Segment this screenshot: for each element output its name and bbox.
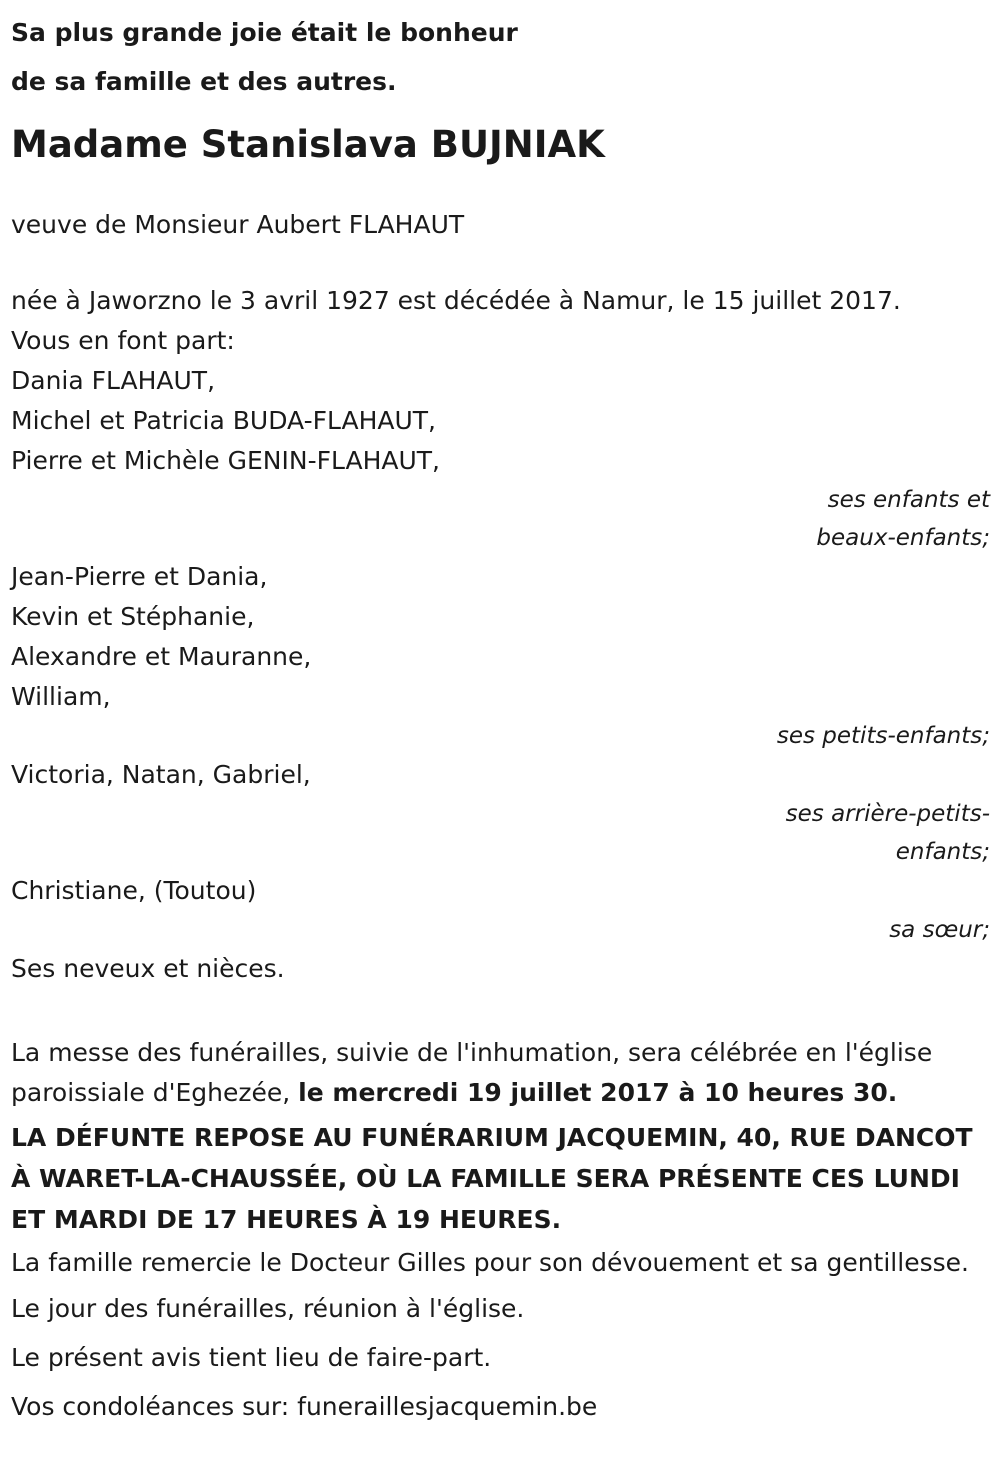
motto-line-2: de sa famille et des autres. <box>11 67 397 96</box>
mass-date: le mercredi 19 juillet 2017 à 10 heures 30. <box>298 1078 898 1107</box>
notice-note: Le présent avis tient lieu de faire-part. <box>11 1343 492 1372</box>
birth-death-line: née à Jaworzno le 3 avril 1927 est décédée à Namur, le 15 juillet 2017. <box>11 286 901 315</box>
child-name: Dania FLAHAUT, <box>11 366 216 395</box>
thanks-note: La famille remercie le Docteur Gilles pour son dévouement et sa gentillesse. <box>11 1248 969 1277</box>
grandchild-name: Jean-Pierre et Dania, <box>11 562 268 591</box>
announcement-intro: Vous en font part: <box>11 326 235 355</box>
funeral-mass-info <box>11 1033 990 1113</box>
sister-relation: sa sœur; <box>889 917 990 943</box>
deceased-name: Madame Stanislava BUJNIAK <box>11 123 605 166</box>
grandchild-name: Kevin et Stéphanie, <box>11 602 255 631</box>
meeting-note: Le jour des funérailles, réunion à l'église. <box>11 1294 525 1323</box>
child-name: Pierre et Michèle GENIN-FLAHAUT, <box>11 446 441 475</box>
great-grandchildren-relation-1: ses arrière-petits- <box>785 801 990 827</box>
child-name: Michel et Patricia BUDA-FLAHAUT, <box>11 406 436 435</box>
widow-of: veuve de Monsieur Aubert FLAHAUT <box>11 210 465 239</box>
great-grandchildren-names: Victoria, Natan, Gabriel, <box>11 760 311 789</box>
motto-line-1: Sa plus grande joie était le bonheur <box>11 18 518 47</box>
grandchild-name: William, <box>11 682 111 711</box>
sister-name: Christiane, (Toutou) <box>11 876 257 905</box>
children-relation-1: ses enfants et <box>827 487 990 513</box>
grandchild-name: Alexandre et Mauranne, <box>11 642 312 671</box>
grandchildren-relation: ses petits-enfants; <box>776 723 990 749</box>
repose-info: LA DÉFUNTE REPOSE AU FUNÉRARIUM JACQUEMIN, 40, RUE DANCOT À WARET-LA-CHAUSSÉE, OÙ LA FAMILLE SERA PRÉSENTE CES LUNDI ET MARDI DE 17 HEURES À 19 HEURES. <box>11 1123 973 1234</box>
condolences-note: Vos condoléances sur: funeraillesjacquemin.be <box>11 1392 598 1421</box>
great-grandchildren-relation-2: enfants; <box>895 839 990 865</box>
family-announcement <box>11 321 990 989</box>
motto <box>11 0 990 106</box>
children-relation-2: beaux-enfants; <box>816 525 990 551</box>
mass-text: La messe des funérailles, suivie de l'inhumation, sera célébrée en l'église paroissiale d'Eghezée, <box>11 1038 933 1107</box>
nephews-nieces: Ses neveux et nièces. <box>11 954 285 983</box>
